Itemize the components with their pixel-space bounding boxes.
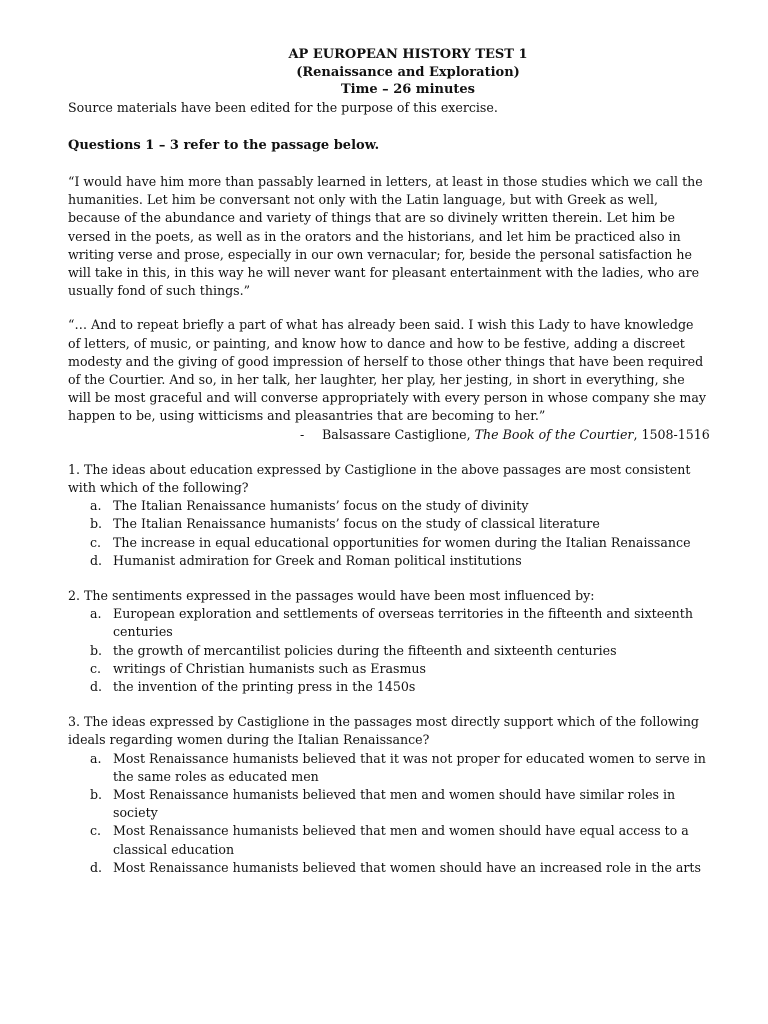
citation-work-title: The Book of the Courtier [474, 426, 634, 442]
source-note: Source materials have been edited for the purpose of this exercise. [68, 99, 498, 115]
option-letter: b. [90, 642, 103, 658]
answer-option[interactable] [68, 552, 708, 570]
answer-option[interactable] [68, 822, 708, 858]
option-text: the growth of mercantilist policies during the fifteenth and sixteenth centuries [113, 642, 617, 658]
test-header [68, 46, 708, 99]
option-text: The increase in equal educational opportunities for women during the Italian Renaissance [113, 534, 691, 550]
answer-options [68, 497, 708, 570]
option-text: Humanist admiration for Greek and Roman political institutions [113, 552, 522, 568]
answer-option[interactable] [68, 859, 708, 877]
option-letter: b. [90, 787, 103, 802]
question-3 [68, 713, 708, 877]
option-text: The Italian Renaissance humanists’ focus on the study of classical literature [113, 516, 600, 532]
passage-1 [68, 173, 708, 300]
answer-option[interactable] [68, 605, 708, 641]
question-stem: 3. The ideas expressed by Castiglione in the passages most directly support which of the following ideals regarding women during the Italian Renaissance? [68, 714, 699, 748]
option-letter: a. [90, 498, 102, 514]
passage-2 [68, 316, 708, 443]
test-title: AP EUROPEAN HISTORY TEST 1 [288, 47, 528, 62]
option-letter: a. [90, 750, 102, 766]
answer-option[interactable] [68, 497, 708, 515]
test-page [68, 46, 708, 877]
passage-2-text: “… And to repeat briefly a part of what has already been said. I wish this Lady to have knowledge of letters, of music, or painting, and know how to dance and how to be festive, adding a discreet modesty and the giving of good impression of herself to those other things that have been required of the Courtier. And so, in her talk, her laughter, her play, her jesting, in short in everything, she will be most graceful and will converse appropriately with every person in whose company she may happen to be, using witticisms and pleasantries that are becoming to her.” [68, 317, 706, 424]
option-letter: c. [90, 823, 102, 839]
passage-citation [68, 426, 708, 444]
option-text: European exploration and settlements of overseas territories in the fifteenth and sixteenth centuries [113, 606, 693, 640]
question-1 [68, 461, 708, 570]
option-letter: d. [90, 859, 103, 875]
answer-options [68, 605, 708, 696]
answer-option[interactable] [68, 678, 708, 696]
passage-1-text: “I would have him more than passably learned in letters, at least in those studies which we call the humanities. Let him be conversant not only with the Latin language, but with Greek as well, because of the abundance and variety of things that are so divinely written therein. Let him be versed in the poets, as well as in the orators and the historians, and let him be practiced also in writing verse and prose, especially in our own vernacular; for, beside the personal satisfaction he will take in this, in this way he will never want for pleasant entertainment with the ladies, who are usually fond of such things.” [68, 173, 703, 299]
citation-years: , 1508-1516 [633, 426, 710, 442]
option-letter: c. [90, 534, 102, 550]
answer-option[interactable] [68, 534, 708, 552]
option-text: writings of Christian humanists such as Erasmus [113, 660, 426, 676]
option-letter: c. [90, 660, 102, 676]
option-letter: b. [90, 516, 103, 532]
answer-option[interactable] [68, 660, 708, 678]
question-stem: 2. The sentiments expressed in the passages would have been most influenced by: [68, 587, 595, 603]
answer-option[interactable] [68, 750, 708, 786]
option-text: The Italian Renaissance humanists’ focus on the study of divinity [113, 498, 529, 514]
test-subtitle: (Renaissance and Exploration) [296, 64, 520, 80]
answer-option[interactable] [68, 786, 708, 822]
question-stem: 1. The ideas about education expressed by Castiglione in the above passages are most consistent with which of the following? [68, 461, 691, 495]
answer-option[interactable] [68, 515, 708, 533]
answer-options [68, 750, 708, 877]
option-text: Most Renaissance humanists believed that men and women should have similar roles in society [113, 787, 676, 821]
option-text: Most Renaissance humanists believed that women should have an increased role in the arts [113, 859, 701, 875]
option-letter: d. [90, 678, 103, 694]
test-time-limit: Time – 26 minutes [341, 82, 475, 97]
option-text: Most Renaissance humanists believed that men and women should have equal access to a classical education [113, 823, 689, 857]
option-letter: d. [90, 552, 103, 568]
option-letter: a. [90, 606, 102, 622]
questions-intro: Questions 1 – 3 refer to the passage below. [68, 137, 380, 153]
question-2 [68, 587, 708, 696]
answer-option[interactable] [68, 642, 708, 660]
option-text: the invention of the printing press in the 1450s [113, 678, 416, 694]
citation-dash: - [300, 426, 305, 442]
option-text: Most Renaissance humanists believed that it was not proper for educated women to serve in the same roles as educated men [113, 750, 706, 784]
citation-author: Balsassare Castiglione, [322, 426, 475, 442]
